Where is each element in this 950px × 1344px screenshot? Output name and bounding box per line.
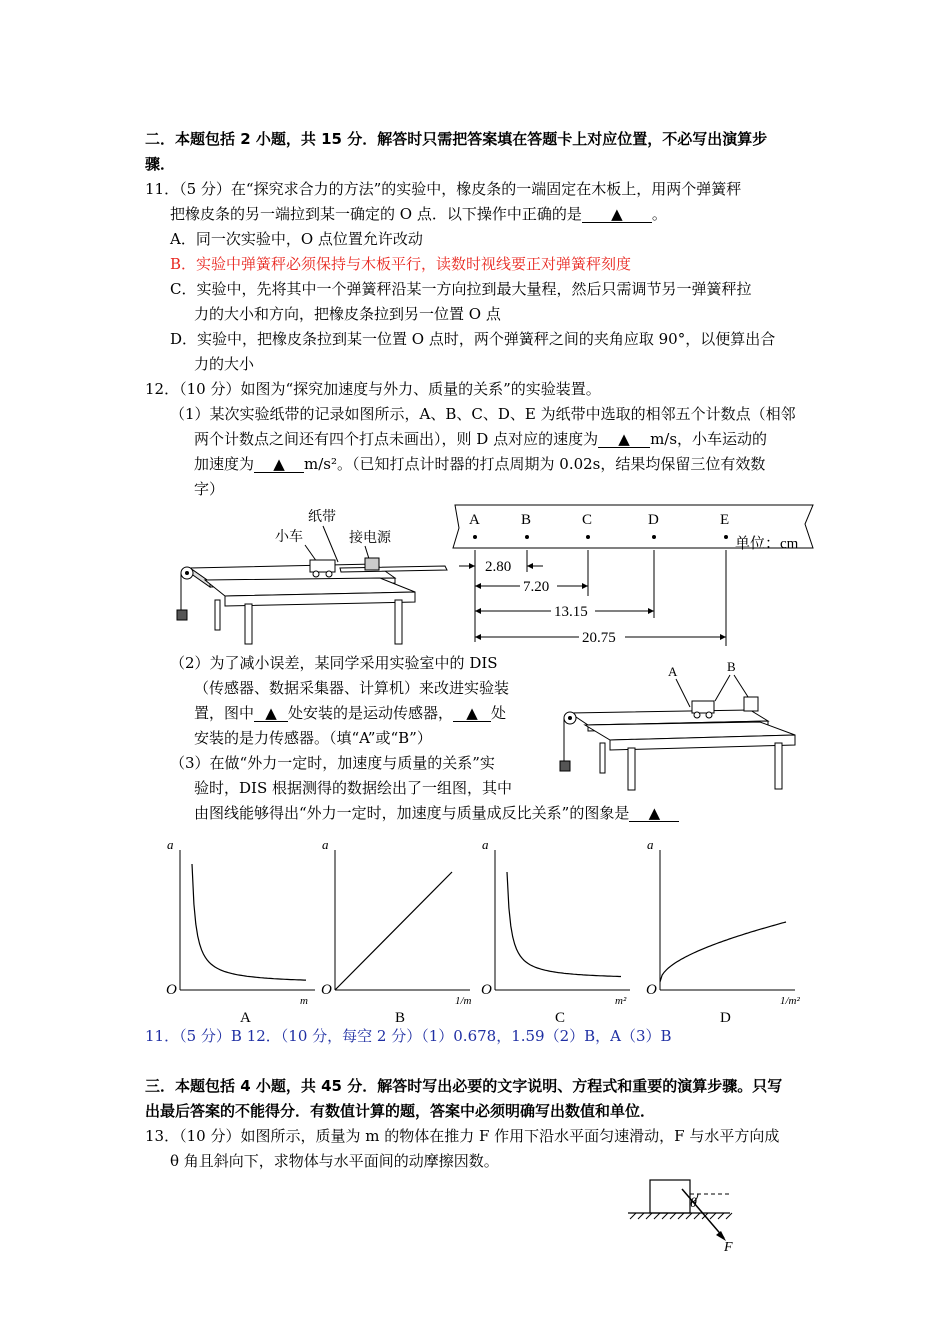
q13-stem-line2: θ 角且斜向下，求物体与水平面间的动摩擦因数。 (170, 1152, 499, 1170)
q13-stem-line1: 13．（10 分）如图所示，质量为 m 的物体在推力 F 作用下沿水平面匀速滑动，F 与水平方向成 (145, 1127, 780, 1145)
q12-part1-line2: 两个计数点之间还有四个打点未画出），则 D 点对应的速度为 ▲ m/s，小车运动的 (194, 430, 768, 448)
graph-C-x-label: m² (615, 995, 627, 1007)
tape-point-dot-B (525, 535, 529, 539)
tape-unit-label: 单位：cm (735, 536, 799, 552)
tape-point-label-C: C (582, 512, 593, 528)
q11-option-c-line1: C．实验中，先将其中一个弹簧秤沿某一方向拉到最大量程，然后只需调节另一弹簧秤拉 (170, 280, 752, 298)
apparatus-figure-2 (550, 655, 800, 795)
q12-part2-line1: （2）为了减小误差，某同学采用实验室中的 DIS (170, 654, 498, 672)
graph-A-origin: O (166, 982, 177, 998)
q11-option-d-line2: 力的大小 (194, 355, 255, 373)
q12-part2-line3: 置，图中 ▲ 处安装的是运动传感器， ▲ 处 (194, 704, 507, 722)
force-f-label: F (724, 1240, 733, 1255)
graph-D-caption: D (720, 1010, 731, 1026)
apparatus-figure-1 (165, 500, 455, 650)
q12-motion-sensor-blank: ▲ (254, 705, 288, 722)
graph-B-origin: O (321, 982, 332, 998)
q12-graph-blank: ▲ (629, 805, 679, 822)
tape-point-label-A: A (469, 512, 480, 528)
q12-part3-line1: （3）在做“外力一定时，加速度与质量的关系”实 (170, 754, 495, 772)
graph-B-x-label: 1/m (455, 995, 472, 1007)
graph-A-caption: A (240, 1010, 251, 1026)
label-cart: 小车 (275, 530, 303, 545)
graph-B-curve (335, 872, 452, 990)
section2-heading-line1: 二．本题包括 2 小题，共 15 分．解答时只需把答案填在答题卡上对应位置，不必写出演算步 (145, 130, 768, 148)
tape-point-dot-C (586, 535, 590, 539)
q12-part1-line1: （1）某次实验纸带的记录如图所示，A、B、C、D、E 为纸带中选取的相邻五个计数点（相邻 (170, 405, 796, 423)
graph-D-x-label: 1/m² (780, 995, 800, 1007)
tape-point-label-D: D (648, 512, 659, 528)
tape-point-dot-A (473, 535, 477, 539)
tape-distance-ac: 7.20 (523, 579, 550, 595)
q12-part1-line4: 字） (194, 480, 225, 498)
answer-key: 11．（5 分）B 12．（10 分，每空 2 分）（1）0.678，1.59（2）B，A（3）B (145, 1027, 672, 1045)
tape-distance-ad: 13.15 (554, 604, 588, 620)
paper-tape-figure (445, 500, 825, 650)
graphs-figure (160, 835, 820, 1030)
graph-A-y-label: a (167, 837, 174, 852)
tape-distance-ab: 2.80 (485, 559, 512, 575)
q11-answer-blank: ▲ (582, 206, 652, 223)
graph-C-y-label: a (482, 837, 489, 852)
section3-heading-line2: 出最后答案的不能得分．有数值计算的题，答案中必须明确写出数值和单位． (145, 1102, 656, 1120)
q12-force-sensor-blank: ▲ (453, 705, 491, 722)
angle-theta-label: θ (690, 1196, 697, 1211)
q11-stem-line1: 11．（5 分）在“探究求合力的方法”的实验中，橡皮条的一端固定在木板上，用两个弹簧秤 (145, 180, 742, 198)
section3-heading-line1: 三．本题包括 4 小题，共 45 分．解答时写出必要的文字说明、方程式和重要的演算步骤。只写 (145, 1077, 783, 1095)
q12-acceleration-blank: ▲ (254, 456, 304, 473)
graph-C-curve (507, 872, 621, 977)
label-power-supply: 接电源 (349, 531, 391, 546)
q11-option-c-line2: 力的大小和方向，把橡皮条拉到另一位置 O 点 (194, 305, 501, 323)
q12-part2-line4: 安装的是力传感器。（填“A”或“B”） (194, 729, 432, 747)
q11-stem-line2: 把橡皮条的另一端拉到某一确定的 O 点．以下操作中正确的是 ▲ 。 (170, 205, 667, 223)
q11-option-d-line1: D．实验中，把橡皮条拉到某一位置 O 点时，两个弹簧秤之间的夹角应取 90°，以便算出合 (170, 330, 776, 348)
q11-option-a: A．同一次实验中，O 点位置允许改动 (170, 230, 423, 248)
q12-part3-line3: 由图线能够得出“外力一定时，加速度与质量成反比关系”的图象是 ▲ (194, 802, 679, 823)
graph-B-caption: B (395, 1010, 406, 1026)
label-position-a: A (668, 664, 678, 679)
q12-part1-line3: 加速度为 ▲ m/s²。（已知打点计时器的打点周期为 0.02s，结果均保留三位有效数 (194, 455, 766, 473)
graph-D-origin: O (646, 982, 657, 998)
q12-stem: 12．（10 分）如图为“探究加速度与外力、质量的关系”的实验装置。 (145, 380, 601, 398)
tape-distance-ae: 20.75 (582, 630, 616, 646)
section2-heading-line2: 骤． (145, 155, 176, 173)
q12-part2-line2: （传感器、数据采集器、计算机）来改进实验装 (194, 679, 510, 697)
q12-part3-line2: 验时，DIS 根据测得的数据绘出了一组图，其中 (194, 779, 512, 797)
tape-point-label-E: E (720, 512, 730, 528)
label-paper-tape: 纸带 (308, 510, 336, 525)
graph-D-y-label: a (647, 837, 654, 852)
graph-D-curve (660, 922, 786, 982)
tape-point-dot-D (652, 535, 656, 539)
graph-A-curve (192, 864, 306, 980)
graph-C-origin: O (481, 982, 492, 998)
q11-option-b: B．实验中弹簧秤必须保持与木板平行，读数时视线要正对弹簧秤刻度 (170, 255, 632, 273)
tape-point-dot-E (724, 535, 728, 539)
q12-velocity-blank: ▲ (598, 431, 650, 448)
tape-point-label-B: B (521, 512, 532, 528)
graph-B-y-label: a (322, 837, 329, 852)
block (650, 1180, 690, 1213)
label-position-b: B (727, 659, 736, 674)
graph-C-caption: C (555, 1010, 566, 1026)
block-force-figure (620, 1175, 750, 1255)
graph-A-x-label: m (300, 995, 308, 1007)
